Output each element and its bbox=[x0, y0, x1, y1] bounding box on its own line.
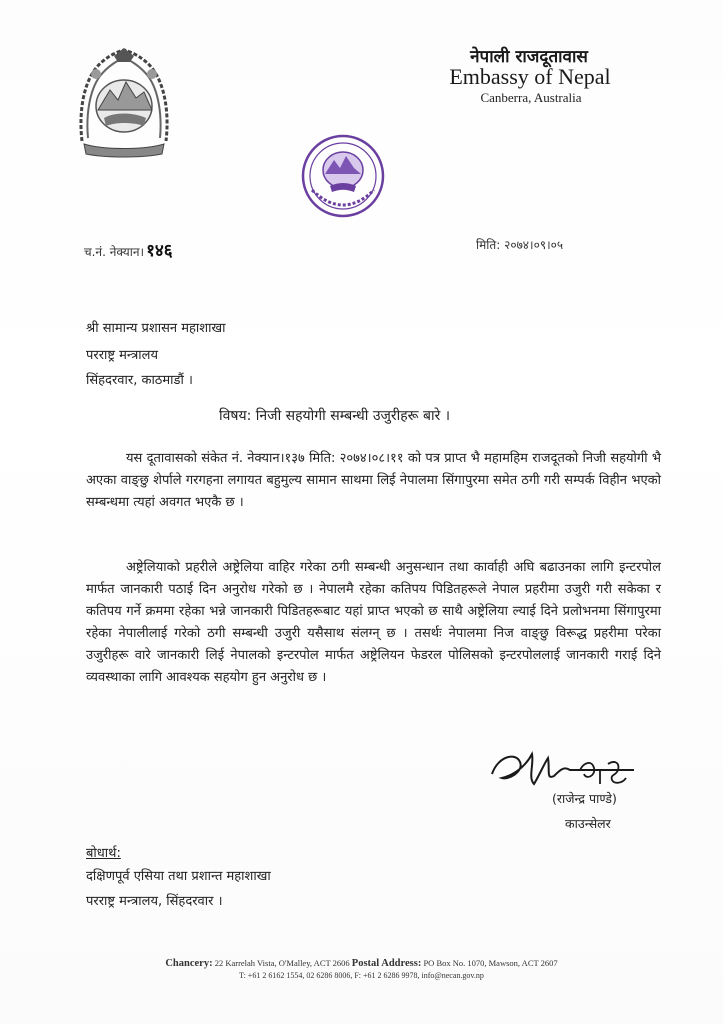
postal-label: Postal Address: bbox=[351, 958, 422, 969]
footer-address bbox=[0, 958, 723, 969]
embassy-round-stamp-icon bbox=[298, 128, 388, 224]
body-paragraph: अष्ट्रेलियाको प्रहरीले अष्ट्रेलिया वाहिर गरेका ठगी सम्बन्धी अनुसन्धान तथा कार्वाही अघि बढाउनका लागि इन्टरपोल मार्फत जानकारी पठाई दिन अनुरोध गरेको छ । नेपालमै रहेका कतिपय पिडितहरूले नेपाल प्रहरीमा उजुरी गरी सकेका र कतिपय गर्ने क्रममा रहेका भन्ने जानकारी पिडितहरूबाट यहां प्राप्त भएको छ साथै अष्ट्रेलिया ल्याई दिने प्रलोभनमा सिंगापुरमा रहेका नेपालीलाई गरेको ठगी सम्बन्धी उजुरी यसैसाथ संलग्न् छ । तसर्थः नेपालमा निज वाङ्छु विरूद्ध प्रहरीमा परेका उजुरीहरू वारे जानकारी लिई नेपालको इन्टरपोल मार्फत अष्ट्रेलियन फेडरल पोलिसको इन्टरपोललाई जानकारी गराई दिने व्यवस्थाका लागि आवश्यक सहयोग हुन अनुरोध छ । bbox=[86, 560, 661, 685]
subject-line: विषय: निजी सहयोगी सम्बन्धी उजुरीहरू बारे । bbox=[219, 408, 451, 424]
postal-address: PO Box No. 1070, Mawson, ACT 2607 bbox=[423, 958, 558, 968]
signatory-name: (राजेन्द्र पाण्डे) bbox=[552, 791, 617, 806]
addressee-line: श्री सामान्य प्रशासन महाशाखा bbox=[86, 321, 226, 336]
chancery-label: Chancery: bbox=[165, 958, 213, 969]
chancery-address: 22 Karrelah Vista, O'Malley, ACT 2606 bbox=[214, 958, 350, 968]
reference-number: १४६ bbox=[146, 241, 173, 261]
embassy-name-english: Embassy of Nepal bbox=[449, 64, 611, 89]
reference-line bbox=[84, 238, 173, 261]
nepal-coat-of-arms-icon bbox=[74, 46, 174, 158]
addressee-line: सिंहदरवार, काठमाडौं । bbox=[86, 373, 193, 388]
reference-label: च.नं. नेक्यान। bbox=[84, 245, 145, 259]
cc-line: दक्षिणपूर्व एसिया तथा प्रशान्त महाशाखा bbox=[86, 869, 271, 884]
addressee-line: परराष्ट्र मन्त्रालय bbox=[86, 348, 159, 363]
signatory-title: काउन्सेलर bbox=[565, 816, 611, 831]
embassy-city: Canberra, Australia bbox=[480, 90, 582, 105]
embassy-name-nepali: नेपाली राजदूतावास bbox=[470, 47, 588, 67]
body-paragraph: यस दूतावासको संकेत नं. नेक्यान।१३७ मिति: २०७४।०८।११ को पत्र प्राप्त भै महामहिम राजदूतको निजी सहयोगी भै अएका वाङ्छु शेर्पाले गरगहना लगायत बहुमुल्य सामान साथमा लिई नेपालमा सिंगापुरमा समेत ठगी गरी सम्पर्क विहीन भएको सम्बन्धमा त्यहां अवगत भएकै छ । bbox=[86, 451, 661, 510]
footer-contact: T: +61 2 6162 1554, 02 6286 8006, F: +61 2 6286 9978, info@necan.gov.np bbox=[239, 971, 484, 980]
handwritten-signature bbox=[488, 744, 638, 794]
cc-label: बोधार्थ: bbox=[86, 846, 121, 861]
cc-line: परराष्ट्र मन्त्रालय, सिंहदरवार । bbox=[86, 894, 223, 909]
letter-date: मिति: २०७४।०९।०५ bbox=[476, 238, 564, 252]
